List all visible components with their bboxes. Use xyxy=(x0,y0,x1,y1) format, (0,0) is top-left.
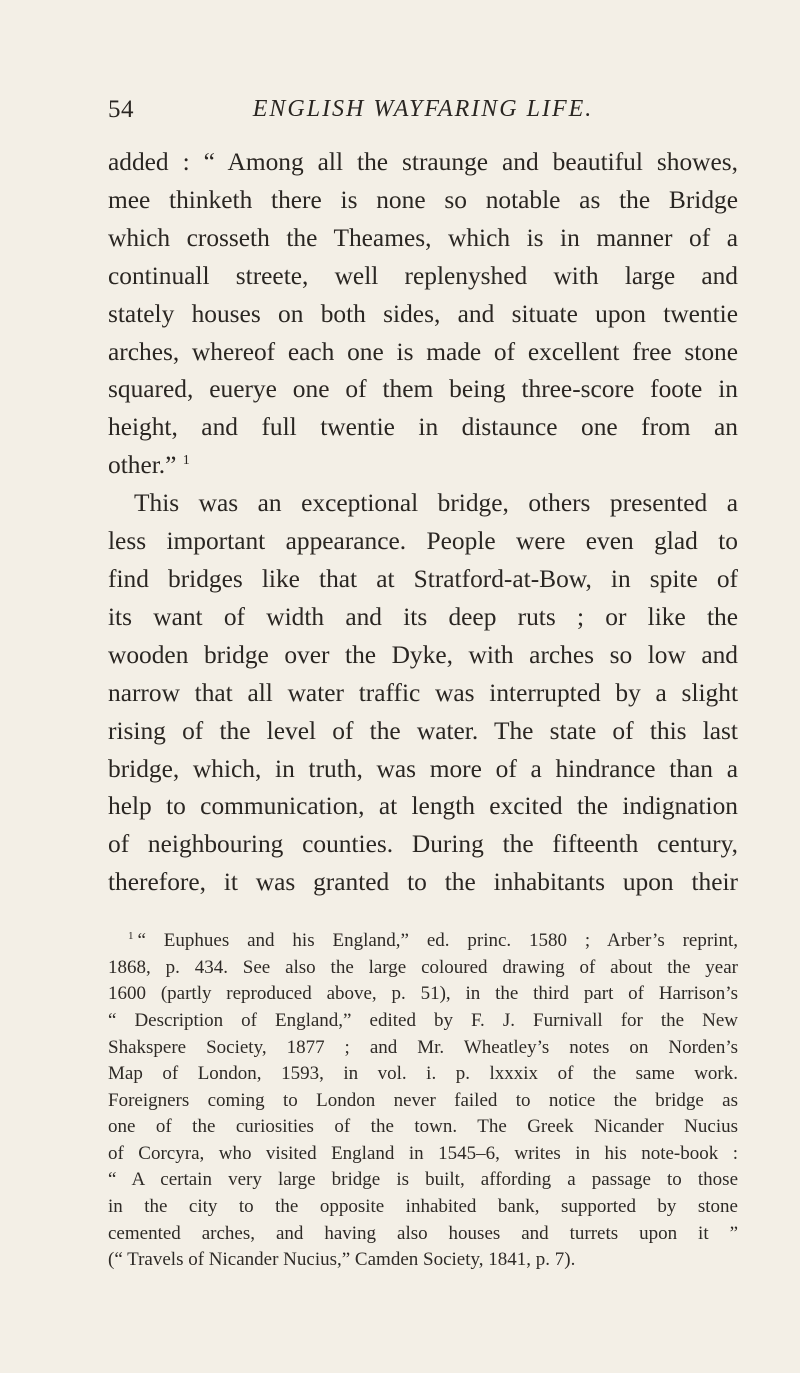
text-line: rising of the level of the water. The state of this last xyxy=(108,716,738,745)
footnote-line: 1600 (partly reproduced above, p. 51), in the third part of Harrison’s xyxy=(108,983,738,1005)
text-line: This was an exceptional bridge, others presented a xyxy=(134,489,738,518)
footnote-line: “ Description of England,” edited by F. J. Furnivall for the New xyxy=(108,1009,738,1031)
footnote-line: (“ Travels of Nicander Nucius,” Camden Society, 1841, p. 7). xyxy=(108,1249,576,1271)
text-line: narrow that all water traffic was interrupted by a slight xyxy=(108,678,738,707)
text-line: stately houses on both sides, and situate upon twentie xyxy=(108,299,738,328)
page-header xyxy=(108,96,738,144)
footnote-line: one of the curiosities of the town. The Greek Nicander Nucius xyxy=(108,1116,738,1138)
text-line: height, and full twentie in distaunce one from an xyxy=(108,413,738,442)
text-line: added : “ Among all the straunge and beautiful showes, xyxy=(108,148,738,176)
footnote-line: Foreigners coming to London never failed to notice the bridge as xyxy=(108,1089,738,1111)
text-line: bridge, which, in truth, was more of a hindrance than a xyxy=(108,754,738,783)
text-line: therefore, it was granted to the inhabitants upon their xyxy=(108,868,738,897)
text-line: continuall streete, well replenyshed with large and xyxy=(108,261,738,290)
text-line: mee thinketh there is none so notable as the Bridge xyxy=(108,185,738,214)
footnote-line: “ A certain very large bridge is built, affording a passage to those xyxy=(108,1169,738,1191)
footnote-line: in the city to the opposite inhabited bank, supported by stone xyxy=(108,1196,738,1218)
text-segment: other.” xyxy=(108,451,177,480)
footnote-line: Map of London, 1593, in vol. i. p. lxxxix of the same work. xyxy=(108,1063,738,1085)
footnote-line: cemented arches, and having also houses and turrets upon it ” xyxy=(108,1222,738,1244)
text-line: its want of width and its deep ruts ; or like the xyxy=(108,602,738,631)
text-line: of neighbouring counties. During the fifteenth century, xyxy=(108,830,738,859)
page-number: 54 xyxy=(108,96,134,123)
footnote-text: “ Euphues and his England,” ed. princ. 1580 ; Arber’s reprint, xyxy=(137,930,738,952)
footnote-line xyxy=(108,928,738,955)
main-text xyxy=(108,144,738,902)
text-line: arches, whereof each one is made of excellent free stone xyxy=(108,337,738,366)
footnote-line: 1868, p. 434. See also the large coloured drawing of about the year xyxy=(108,956,738,978)
footnote-reference[interactable]: 1 xyxy=(182,453,190,469)
footnote-line: Shakspere Society, 1877 ; and Mr. Wheatley’s notes on Norden’s xyxy=(108,1036,738,1058)
running-head: ENGLISH WAYFARING LIFE. xyxy=(252,96,594,122)
footnote-line: of Corcyra, who visited England in 1545–6, writes in his note-book : xyxy=(108,1142,738,1164)
text-line: help to communication, at length excited the indignation xyxy=(108,792,738,821)
footnote-mark: 1 xyxy=(128,930,134,943)
text-line: squared, euerye one of them being three-score foote in xyxy=(108,375,738,404)
text-line: which crosseth the Theames, which is in manner of a xyxy=(108,223,738,252)
book-page xyxy=(108,96,738,1274)
footnote xyxy=(108,928,738,1274)
text-line: find bridges like that at Stratford-at-Bow, in spite of xyxy=(108,564,738,593)
text-line: less important appearance. People were even glad to xyxy=(108,527,738,556)
text-line-with-note xyxy=(108,447,738,485)
text-line: wooden bridge over the Dyke, with arches so low and xyxy=(108,640,738,669)
